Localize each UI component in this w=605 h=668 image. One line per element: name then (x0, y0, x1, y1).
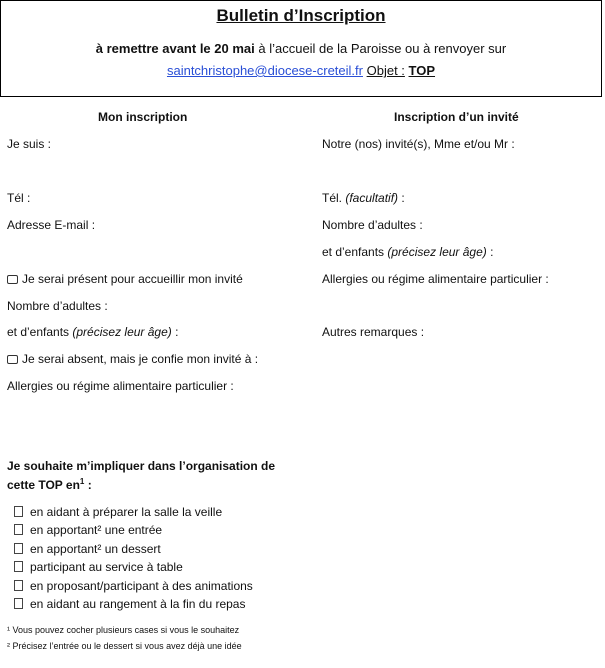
left-enfants (7, 325, 178, 339)
footnote-1: ¹ Vous pouvez cocher plusieurs cases si vous le souhaitez (7, 625, 240, 635)
right-heading: Inscription d’un invité (394, 110, 519, 124)
je-suis-label: Je suis : (7, 137, 52, 151)
absent-label: Je serai absent, mais je confie mon invité à : (22, 352, 259, 366)
absent-option[interactable] (7, 352, 258, 366)
present-option[interactable] (7, 272, 243, 286)
involvement-heading-prefix: cette TOP en (7, 478, 80, 492)
email-link[interactable]: saintchristophe@diocese-creteil.fr (166, 63, 363, 78)
deadline-line (1, 41, 601, 56)
option-checkbox[interactable] (14, 580, 23, 591)
option-checkbox[interactable] (14, 506, 23, 517)
right-allergies: Allergies ou régime alimentaire particulier : (322, 272, 549, 286)
option-label: participant au service à table (30, 560, 183, 574)
option-checkbox[interactable] (14, 598, 23, 609)
right-enfants-prefix: et d’enfants (322, 245, 388, 259)
invites-label: Notre (nos) invité(s), Mme et/ou Mr : (322, 137, 515, 151)
email-label: Adresse E-mail : (7, 218, 96, 232)
involvement-heading-line2 (7, 477, 92, 492)
involvement-heading-suffix: : (84, 478, 92, 492)
right-enfants-italic: (précisez leur âge) (387, 245, 487, 259)
involvement-heading-line1: Je souhaite m’impliquer dans l’organisation de (7, 459, 276, 473)
subject-label: Objet : (366, 63, 405, 78)
remarques-label: Autres remarques : (322, 325, 425, 339)
right-nb-adultes: Nombre d’adultes : (322, 218, 423, 232)
left-enfants-italic: (précisez leur âge) (72, 325, 172, 339)
right-enfants-suffix: : (486, 245, 494, 259)
left-heading: Mon inscription (98, 110, 188, 124)
footnote-2: ² Précisez l’entrée ou le dessert si vous avez déjà une idée (7, 641, 242, 651)
option-label: en aidant au rangement à la fin du repas (30, 597, 246, 611)
right-tel-italic: (facultatif) (345, 191, 399, 205)
header-box (0, 0, 602, 97)
left-enfants-suffix: : (171, 325, 179, 339)
left-enfants-prefix: et d’enfants (7, 325, 73, 339)
right-tel-suffix: : (398, 191, 405, 205)
absent-checkbox[interactable] (7, 355, 18, 364)
option-checkbox[interactable] (14, 561, 23, 572)
tel-label: Tél : (7, 191, 31, 205)
right-tel-prefix: Tél. (322, 191, 346, 205)
form-title: Bulletin d’Inscription (216, 6, 386, 25)
present-checkbox[interactable] (7, 275, 18, 284)
option-checkbox[interactable] (14, 524, 23, 535)
present-label: Je serai présent pour accueillir mon invité (22, 272, 243, 286)
option-label: en proposant/participant à des animations (30, 579, 253, 593)
left-allergies: Allergies ou régime alimentaire particulier : (7, 379, 234, 393)
left-nb-adultes: Nombre d’adultes : (7, 299, 108, 313)
option-label: en apportant² un dessert (30, 542, 161, 556)
option-label: en aidant à préparer la salle la veille (30, 505, 223, 519)
subject-value: TOP (408, 63, 436, 78)
involvement-heading-sup: 1 (79, 477, 85, 486)
option-label: en apportant² une entrée (30, 523, 163, 537)
right-enfants (322, 245, 493, 259)
deadline-bold: à remettre avant le 20 mai (95, 41, 255, 56)
contact-line (1, 63, 601, 78)
right-tel (322, 191, 405, 205)
option-checkbox[interactable] (14, 543, 23, 554)
deadline-rest: à l’accueil de la Paroisse ou à renvoyer sur (254, 41, 507, 56)
